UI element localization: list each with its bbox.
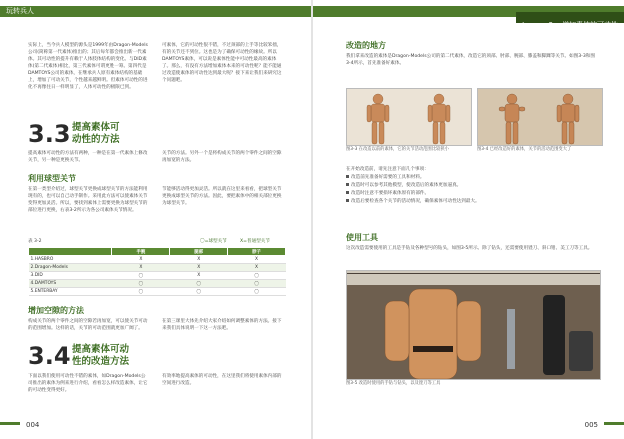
bullet-item (346, 190, 596, 197)
table-header-row (29, 248, 286, 256)
figure-3-3-photo (346, 88, 472, 146)
ball-col2: 节能够活动得更加灵活。所以就在这里来看看，把球型关节更换成球型关节的方法。因此，要把素体中的相关部位更换为球型关节。 (162, 187, 282, 206)
bullet-dot (346, 175, 349, 178)
bullet-item (346, 198, 596, 212)
table-cell: 〇 (228, 272, 286, 280)
section-3-4-title (72, 344, 129, 368)
bullet-dot (346, 191, 349, 194)
bullet-dot (346, 199, 349, 202)
bullet-text: 改造前先准备好需要的工具和材料。 (351, 175, 425, 180)
table-row (29, 256, 286, 264)
table-cell: X (228, 256, 286, 264)
table-header-cell: 腿部 (170, 248, 228, 256)
sec33-col2: 关节的方法。另外一个是将构成关节的两个零件之间的空隙再加宽的方法。 (162, 151, 282, 163)
points-intro: 在开始改造前，请先注意下面几个事项： (346, 167, 429, 172)
table-cell: 〇 (112, 288, 170, 296)
left-header-title: 玩转兵人 (6, 7, 34, 15)
bullet-item (346, 182, 596, 189)
table-cell: X (170, 264, 228, 272)
table-header-cell (29, 248, 112, 256)
table-cell: X (170, 256, 228, 264)
tools-heading: 使用工具 (346, 233, 378, 242)
table-cell: X (112, 256, 170, 264)
gap-heading: 增加空隙的方法 (28, 306, 84, 315)
lesson-header (516, 12, 624, 29)
right-page (313, 0, 624, 439)
section-3-3-title (72, 122, 120, 146)
table-cell: 1.HASBRO (29, 256, 112, 264)
bullet-dot (346, 183, 349, 186)
table-row (29, 288, 286, 296)
table-cell: X (228, 264, 286, 272)
table-row (29, 272, 286, 280)
left-header-bar (0, 6, 311, 17)
gap-col1: 构成关节的两个零件之间的空隙若再加宽，可以使关节可动的范围增加。这样的话，关节的可动范围就更加广阔了。 (28, 319, 148, 331)
ball-joint-heading: 利用球型关节 (28, 174, 76, 183)
table-cell: 3.DID (29, 272, 112, 280)
section-3-4-title-line2: 性的改造方法 (72, 356, 130, 367)
intro-col2: 可素体，它的可动性很不错，不过颈部的上手等比较笨拙，有的关节还不到位。这也是为了确保可动性的缘故。所以DAMTOYS素体，可以说是素体性能中可动性最高的素体了。那么，有没有方法增加素体本来的可动性呢？能不能通过改造使素体的可动性达到最大呢？接下来让我们来研究这个问题吧。 (162, 43, 282, 83)
lesson-title: 增加素体的可动性 (562, 21, 618, 29)
legend-normal: X=普通型关节 (240, 239, 270, 244)
section-3-4-number: 3.4 (28, 342, 71, 370)
table-cell: 5.ENTERBAY (29, 288, 112, 296)
table-cell: X (112, 264, 170, 272)
right-page-number: 005 (584, 421, 598, 429)
section-3-3-number: 3.3 (28, 120, 71, 148)
table-cell: 〇 (170, 288, 228, 296)
intro-col1: 实际上，当今兵人模型的源头是1999年由Dragon-Models公司(简称第一代素体)推出的；其后每年都会推出新一代素体。其可动性的提升有赖于人体肢体结构的变化。与DID素体(第二代素体)相比，第三代素体可谓更胜一筹。第四代是DAMTOYS公司的素体，在继承兵人原有素体结构的基础上，增加了可动关节，个性越来越鲜明。但素体可动性的进化不再像往日一样明显了，人体可动性的极限已到。 (28, 43, 148, 90)
table-cell: 〇 (228, 280, 286, 288)
table-cell: X (170, 272, 228, 280)
figure-3-5-photo (346, 270, 601, 380)
bullet-item (346, 174, 596, 181)
table-cell: 〇 (228, 288, 286, 296)
lesson-label: Lesson 3 (522, 21, 553, 29)
table-row (29, 280, 286, 288)
section-3-3-title-line2: 动性的方法 (72, 134, 120, 145)
area-heading: 改造的地方 (346, 41, 386, 50)
legend-ball: 〇=球型关节 (200, 239, 227, 244)
page-number-rule (0, 422, 20, 425)
right-header-bar (313, 6, 624, 29)
bullet-text: 改造后要检查各个关节的活动情况，确保素体可动性达到最大。 (351, 199, 480, 204)
ball-col1: 在第一类型介绍过，球型关节更换成球型关节的方法能利用现有的，也可以自己动手制作。采用此方法可以使素体关节变得更加灵活。所以，要找到素体上需要更换为球型关节的部位进行更换，右表3-2所示为各公司素体关节情况。 (28, 187, 148, 213)
sec34-col1: 下面以我们使用可动性不错的素体，如Dragon-Models公司推出的素体为例来进行介绍，看看怎么样改造素体，让它的可动性变得更好。 (28, 374, 148, 393)
figure-3-5-caption: 图3-5 改造时使用的手钻与钻头，以及锉刀等工具 (346, 381, 441, 386)
table-header-cell: 手腕 (112, 248, 170, 256)
gap-col2: 在第三课里大体先介绍大家介绍如何调整素体的方法。接下来我们具体说明一下这一方法吧。 (162, 319, 282, 331)
bullet-text: 改造时可以参考其他模型，使改造后的素体更加逼真。 (351, 183, 462, 188)
table-cell: 2.Dragon-Models (29, 264, 112, 272)
table-cell: 〇 (170, 280, 228, 288)
section-3-4-title-line1: 提高素体可动 (72, 344, 130, 355)
figure-3-4-caption: 图3-4 已经改造好的素体，关节的活动范围变大了 (477, 147, 572, 152)
joint-table (28, 247, 286, 296)
section-3-3-title-line1: 提高素体可 (72, 122, 120, 133)
table-cell: 〇 (112, 280, 170, 288)
sec34-col2: 有效率地提高素体的可动性，在这里我们将使用素体内部的空间进行改造。 (162, 374, 282, 386)
figure-3-4-photo (477, 88, 603, 146)
bullet-text: 改造时注意不要损坏素体原有的部件。 (351, 191, 430, 196)
table-cell: 〇 (112, 272, 170, 280)
area-text: 我们拿来改造的素体是Dragon-Models公司的第二代素体，改造它的颈部、肘部、腕部、膝盖和脚踝等关节。如图3-3和图3-4所示，首先准备好素体。 (346, 54, 595, 66)
table-cell: 4.DAMTOYS (29, 280, 112, 288)
table-row (29, 264, 286, 272)
page-number-rule (604, 422, 624, 425)
sec33-col1: 提高素体可动性的方法有两种，一种是在第一代素体上修改关节，另一种是更换关节。 (28, 151, 148, 163)
left-page (0, 0, 311, 439)
figure-3-3-caption: 图3-3 在改造以前的素体，它的关节活动范围比较狭小 (346, 147, 449, 152)
left-page-number: 004 (26, 421, 40, 429)
table-caption: 表 3-2 (28, 239, 42, 244)
table-header-cell: 脖子 (228, 248, 286, 256)
tools-text: 这次改造需要使用的工具是手钻及各种型号的钻头，如图3-5所示。除了钻头，还需要使用锉刀、斜口钳、美工刀等工具。 (346, 246, 593, 251)
